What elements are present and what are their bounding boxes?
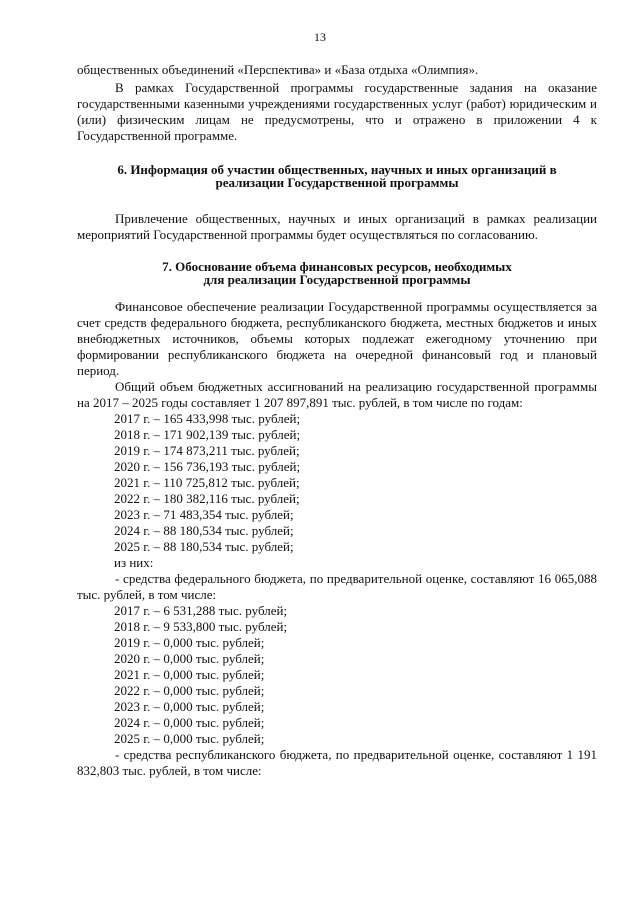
list-item: 2019 г. – 174 873,211 тыс. рублей; [114,443,300,458]
list-item: 2024 г. – 0,000 тыс. рублей; [114,715,265,730]
page-number: 13 [314,30,326,44]
list-item: 2025 г. – 88 180,534 тыс. рублей; [114,539,294,554]
list-item: 2020 г. – 156 736,193 тыс. рублей; [114,459,301,474]
paragraph-republican: - средства республиканского бюджета, по предварительной оценке, составляют 1 191 832,803 тыс. рублей, в том числе: [77,747,597,778]
paragraph-services: В рамках Государственной программы государственные задания на оказание государственными казенными учреждениями государственных услуг (работ) юридическим и (или) физическим лицам не предусмотрены, что и отражено в приложении 4 к Государственной программе. [77,80,597,143]
total-by-year-list [77,411,597,555]
section-6-heading: 6. Информация об участии общественных, научных и иных организаций в реализации Государственной программы [117,162,557,190]
section-7-heading: 7. Обоснование объема финансовых ресурсов, необходимых для реализации Государственной программы [162,259,512,287]
paragraph-federal: - средства федерального бюджета, по предварительной оценке, составляют 16 065,088 тыс. рублей, в том числе: [77,571,597,602]
paragraph-top-end: общественных объединений «Перспектива» и «База отдыха «Олимпия». [77,62,479,77]
list-item: 2021 г. – 110 725,812 тыс. рублей; [114,475,300,490]
section-7-body [77,299,597,779]
list-item: 2022 г. – 0,000 тыс. рублей; [114,683,265,698]
list-item: 2022 г. – 180 382,116 тыс. рублей; [114,491,300,506]
list-item: 2023 г. – 0,000 тыс. рублей; [114,699,265,714]
list-item: 2017 г. – 165 433,998 тыс. рублей; [114,411,301,426]
list-item: 2024 г. – 88 180,534 тыс. рублей; [114,523,294,538]
list-item: 2025 г. – 0,000 тыс. рублей; [114,731,265,746]
list-item: 2023 г. – 71 483,354 тыс. рублей; [114,507,294,522]
list-item: 2018 г. – 9 533,800 тыс. рублей; [114,619,288,634]
federal-by-year-list [77,603,597,747]
list-item: 2019 г. – 0,000 тыс. рублей; [114,635,265,650]
of-them-label: из них: [114,555,154,570]
list-item: 2020 г. – 0,000 тыс. рублей; [114,651,265,666]
list-item: 2018 г. – 171 902,139 тыс. рублей; [114,427,301,442]
section-6-text: Привлечение общественных, научных и иных организаций в рамках реализации мероприятий Государственной программы будет осуществляться по согласованию. [77,211,597,242]
list-item: 2017 г. – 6 531,288 тыс. рублей; [114,603,288,618]
paragraph-total: Общий объем бюджетных ассигнований на реализацию государственной программы на 2017 – 2025 годы составляет 1 207 897,891 тыс. рублей, в том числе по годам: [77,379,597,410]
list-item: 2021 г. – 0,000 тыс. рублей; [114,667,265,682]
paragraph-financing: Финансовое обеспечение реализации Государственной программы осуществляется за счет средств федерального бюджета, республиканского бюджета, местных бюджетов и иных внебюджетных источников, объемы которых подлежат ежегодному уточнению при формировании республиканского бюджета на очередной финансовый год и плановый период. [77,299,597,378]
